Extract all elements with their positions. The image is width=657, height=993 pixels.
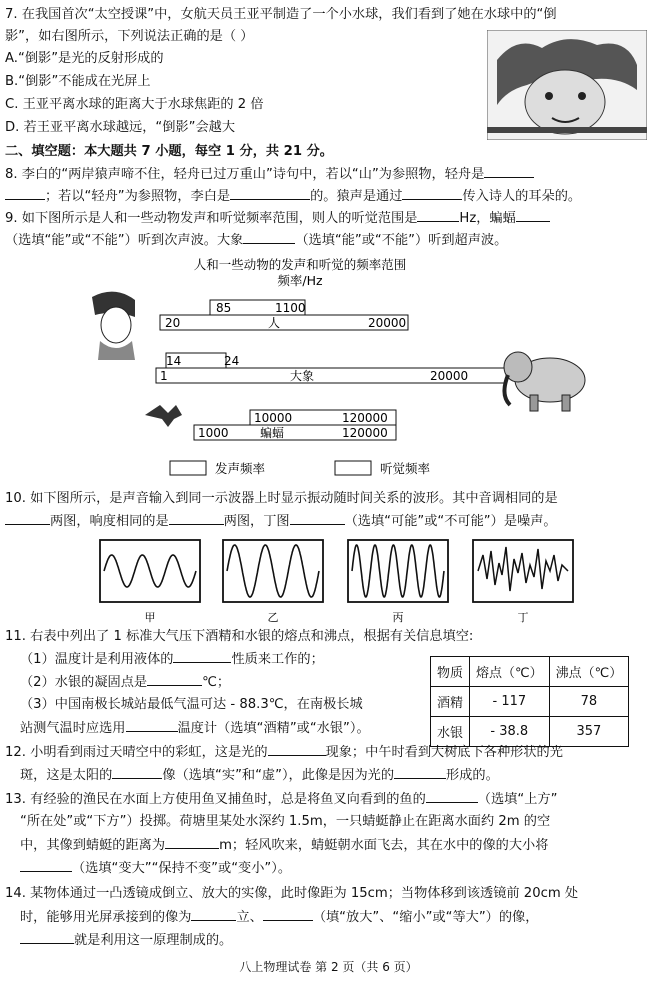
q7-option-a: A.“倒影”是光的反射形成的 bbox=[5, 51, 164, 66]
q11-sub2 bbox=[20, 673, 230, 692]
table-header-row bbox=[431, 657, 629, 687]
q12-blank-1[interactable] bbox=[268, 743, 326, 756]
q12-text-e: 形成的。 bbox=[446, 768, 499, 783]
q11-s2-text-b: ℃； bbox=[202, 675, 231, 690]
q11-blank-2[interactable] bbox=[147, 673, 202, 686]
astronaut-water-ball-image bbox=[487, 30, 647, 140]
q8-text-b: ；若以“轻舟”为参照物，李白是 bbox=[45, 189, 231, 204]
q14-text-e: 就是利用这一原理制成的。 bbox=[74, 933, 233, 948]
q13-text-b: （选填“上方” bbox=[477, 792, 558, 807]
legend-hear-label: 听觉频率 bbox=[380, 461, 431, 476]
q11-sub4 bbox=[20, 719, 370, 738]
freq-chart-title: 人和一些动物的发声和听觉的频率范围 bbox=[193, 257, 407, 272]
q7-line1: 7. 在我国首次“太空授课”中，女航天员王亚平制造了一个小水球，我们看到了她在水球中的“倒 bbox=[5, 7, 557, 22]
section-fill-in-title: 二、填空题：本大题共 7 小题，每空 1 分，共 21 分。 bbox=[5, 144, 333, 159]
q8-blank-2[interactable] bbox=[230, 187, 310, 200]
q14-line3 bbox=[20, 931, 232, 950]
elephant-emit-low: 14 bbox=[166, 354, 182, 368]
page-footer: 八上物理试卷 第 2 页（共 6 页） bbox=[239, 960, 418, 974]
table-cell: 酒精 bbox=[431, 687, 470, 717]
human-label: 人 bbox=[268, 316, 281, 330]
woman-portrait-icon bbox=[92, 292, 135, 360]
frequency-range-figure bbox=[90, 255, 600, 483]
table-row bbox=[431, 687, 629, 717]
q13-blank-3[interactable] bbox=[20, 859, 72, 872]
table-cell: 78 bbox=[549, 687, 629, 717]
q14-blank-2[interactable] bbox=[263, 908, 313, 921]
waveform-ding bbox=[473, 540, 573, 602]
legend-emit-swatch bbox=[170, 461, 206, 475]
q12-blank-3[interactable] bbox=[394, 766, 446, 779]
q13-text-f: （选填“变大”“保持不变”或“变小”）。 bbox=[72, 861, 292, 876]
human-hear-high: 20000 bbox=[368, 316, 407, 330]
q13-text-e: m；轻风吹来，蜻蜓朝水面飞去，其在水中的像的大小将 bbox=[219, 838, 549, 853]
q11-s1-text-b: 性质来工作的； bbox=[231, 652, 324, 667]
q9-blank-1[interactable] bbox=[417, 209, 459, 222]
melting-boiling-table bbox=[430, 656, 629, 747]
elephant-hear-low: 1 bbox=[160, 369, 168, 383]
bat-icon bbox=[145, 405, 182, 427]
q14-text-b: 时，能够用光屏承接到的像为 bbox=[20, 910, 192, 925]
q7-option-d: D. 若王亚平离水球越远，“倒影”会越大 bbox=[5, 120, 236, 135]
bat-label: 蝙蝠 bbox=[260, 426, 285, 440]
table-row bbox=[431, 717, 629, 747]
q12-line2 bbox=[20, 766, 499, 785]
q13-line4 bbox=[20, 859, 291, 878]
q10-text-c: 两图，丁图 bbox=[223, 514, 290, 529]
human-emit-low: 85 bbox=[216, 301, 232, 315]
q7-line2: 影”，如右图所示，下列说法正确的是（ ） bbox=[5, 29, 254, 44]
q14-line1: 14. 某物体通过一凸透镜成倒立、放大的实像，此时像距为 15cm；当物体移到该透镜前 20cm 处 bbox=[5, 886, 579, 901]
q8-blank-3[interactable] bbox=[402, 187, 462, 200]
q12-line1 bbox=[5, 743, 563, 762]
q14-blank-1[interactable] bbox=[191, 908, 236, 921]
q10-text-d: （选填“可能”或“不可能”）是噪声。 bbox=[344, 514, 557, 529]
q13-line2: “所在处”或“下方”）投掷。荷塘里某处水深约 1.5m，一只蜻蜓静止在距离水面约 2m 的空 bbox=[20, 814, 551, 829]
q12-text-d: 像（选填“实”和“虚”），此像是因为光的 bbox=[162, 768, 395, 783]
q13-text-a: 13. 有经验的渔民在水面上方使用鱼叉捕鱼时，总是将鱼叉向看到的鱼的 bbox=[5, 792, 426, 807]
human-hear-low: 20 bbox=[165, 316, 181, 330]
waveform-figure bbox=[95, 535, 615, 635]
q9-text-d: （选填“能”或“不能”）听到超声波。 bbox=[295, 233, 508, 248]
q11-s2-text-a: （2）水银的凝固点是 bbox=[20, 675, 148, 690]
q14-text-c: 立、 bbox=[236, 910, 263, 925]
waveform-label-jia: 甲 bbox=[144, 611, 156, 624]
q12-blank-2[interactable] bbox=[112, 766, 162, 779]
q10-blank-1[interactable] bbox=[5, 512, 50, 525]
q12-text-b: 现象；中午时看到大树底下各种形状的光 bbox=[325, 745, 563, 760]
q9-text-b: Hz，蝙蝠 bbox=[459, 211, 516, 226]
waveform-label-yi: 乙 bbox=[267, 611, 279, 624]
q11-blank-1[interactable] bbox=[173, 650, 231, 663]
q10-blank-2[interactable] bbox=[169, 512, 224, 525]
q12-text-c: 斑，这是太阳的 bbox=[20, 768, 113, 783]
q11-line1: 11. 右表中列出了 1 标准大气压下酒精和水银的熔点和沸点，根据有关信息填空: bbox=[5, 629, 474, 644]
q11-s4-text-b: 温度计（选填“酒精”或“水银”）。 bbox=[177, 721, 370, 736]
q11-sub1 bbox=[20, 650, 324, 669]
q14-blank-3[interactable] bbox=[20, 931, 74, 944]
q9-text-c: （选填“能”或“不能”）听到次声波。大象 bbox=[5, 233, 244, 248]
q8-blank-1-cont bbox=[5, 187, 45, 200]
waveform-label-ding: 丁 bbox=[517, 611, 529, 624]
elephant-icon bbox=[504, 352, 585, 411]
q10-line1: 10. 如下图所示，是声音输入到同一示波器上时显示振动随时间关系的波形。其中音调相同的是 bbox=[5, 491, 558, 506]
elephant-emit-high: 24 bbox=[224, 354, 240, 368]
q14-text-d: （填“放大”、“缩小”或“等大”）的像， bbox=[312, 910, 539, 925]
bat-emit-high: 120000 bbox=[342, 411, 388, 425]
table-header-cell: 熔点（℃） bbox=[470, 657, 550, 687]
q11-s4-text-a: 站测气温时应选用 bbox=[20, 721, 126, 736]
table-cell: 水银 bbox=[431, 717, 470, 747]
waveform-label-bing: 丙 bbox=[392, 611, 404, 624]
bat-hear-low: 1000 bbox=[198, 426, 229, 440]
q11-sub3: （3）中国南极长城站最低气温可达 - 88.3℃，在南极长城 bbox=[20, 697, 363, 712]
q7-option-c: C. 王亚平离水球的距离大于水球焦距的 2 倍 bbox=[5, 97, 264, 112]
q7-option-b: B.“倒影”不能成在光屏上 bbox=[5, 74, 151, 89]
table-cell: - 38.8 bbox=[470, 717, 550, 747]
q11-blank-3[interactable] bbox=[126, 719, 178, 732]
q13-text-d: 中，其像到蜻蜓的距离为 bbox=[20, 838, 166, 853]
table-cell: 357 bbox=[549, 717, 629, 747]
waveform-yi bbox=[223, 540, 323, 602]
q13-blank-2[interactable] bbox=[165, 836, 219, 849]
legend-emit-label: 发声频率 bbox=[215, 461, 266, 476]
waveform-bing bbox=[348, 540, 448, 602]
q8-blank-1[interactable] bbox=[484, 165, 534, 178]
waveform-jia bbox=[100, 540, 200, 602]
q8-line1 bbox=[5, 165, 534, 184]
q13-line1 bbox=[5, 790, 557, 809]
q8-text-c: 的。猿声是通过 bbox=[310, 189, 403, 204]
q9-line1 bbox=[5, 209, 550, 228]
q11-s1-text-a: （1）温度计是利用液体的 bbox=[20, 652, 174, 667]
q8-line2 bbox=[5, 187, 581, 206]
q13-line3 bbox=[20, 836, 548, 855]
bat-emit-low: 10000 bbox=[254, 411, 293, 425]
q9-blank-3[interactable] bbox=[243, 231, 295, 244]
freq-chart-unit: 频率/Hz bbox=[277, 273, 323, 288]
bat-hear-high: 120000 bbox=[342, 426, 388, 440]
table-header-cell: 物质 bbox=[431, 657, 470, 687]
elephant-label: 大象 bbox=[290, 369, 315, 383]
q8-text-d: 传入诗人的耳朵的。 bbox=[462, 189, 582, 204]
elephant-hear-high: 20000 bbox=[430, 369, 469, 383]
q13-blank-1[interactable] bbox=[426, 790, 478, 803]
q8-text-a: 8. 李白的“两岸猿声啼不住，轻舟已过万重山”诗句中，若以“山”为参照物，轻舟是 bbox=[5, 167, 485, 182]
q10-blank-3[interactable] bbox=[290, 512, 345, 525]
q10-text-b: 两图，响度相同的是 bbox=[50, 514, 169, 529]
q12-text-a: 12. 小明看到雨过天晴空中的彩虹，这是光的 bbox=[5, 745, 268, 760]
table-cell: - 117 bbox=[470, 687, 550, 717]
q9-text-a: 9. 如下图所示是人和一些动物发声和听觉频率范围，则人的听觉范围是 bbox=[5, 211, 418, 226]
q10-line2 bbox=[5, 512, 557, 531]
table-header-cell: 沸点（℃） bbox=[549, 657, 629, 687]
q9-blank-2[interactable] bbox=[516, 209, 550, 222]
legend-hear-swatch bbox=[335, 461, 371, 475]
q9-line2 bbox=[5, 231, 507, 250]
q14-line2 bbox=[20, 908, 538, 927]
human-emit-high: 1100 bbox=[275, 301, 306, 315]
